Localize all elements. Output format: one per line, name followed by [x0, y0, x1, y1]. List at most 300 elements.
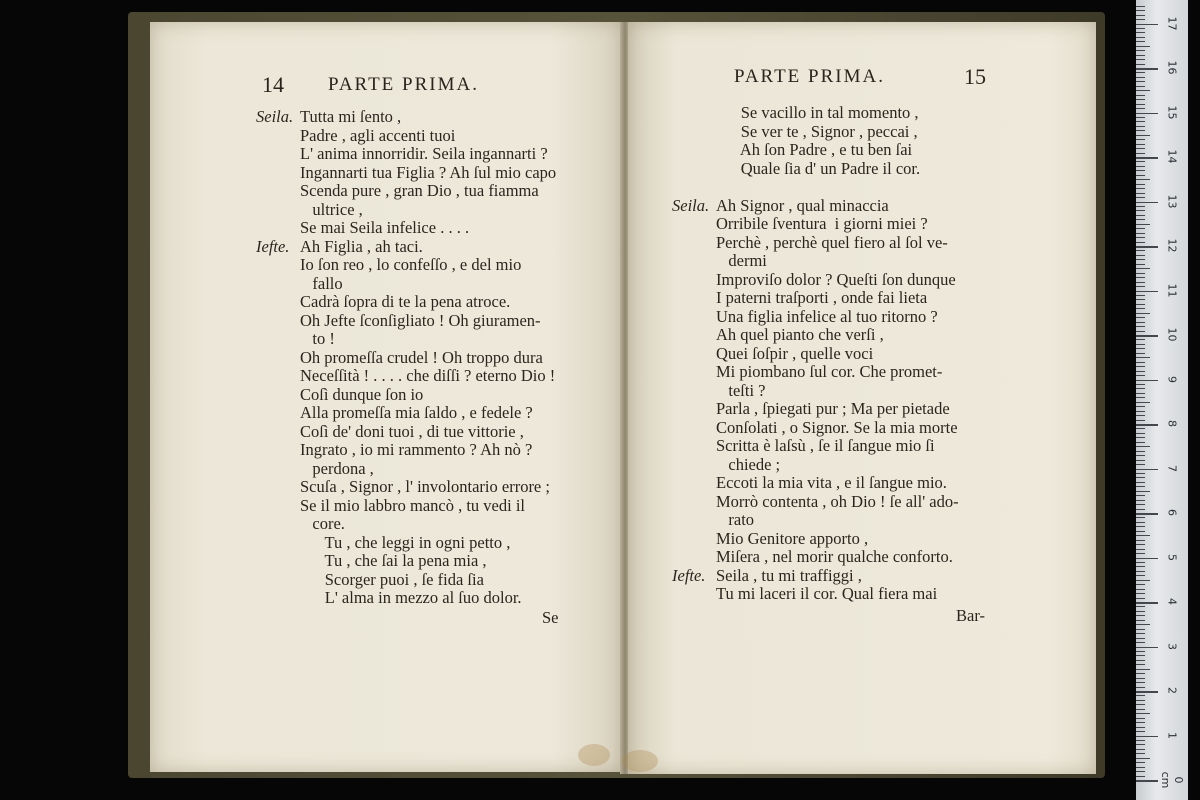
line-text: Se ver te , Signor , peccai ,	[716, 121, 918, 141]
line-text: Eccoti la mia vita , e il ſangue mio.	[716, 473, 947, 492]
ruler-tick	[1136, 633, 1145, 634]
ruler-tick	[1136, 580, 1150, 581]
text-line	[672, 437, 1032, 456]
ruler-label: 2	[1165, 687, 1179, 694]
text-line	[256, 571, 616, 590]
ruler-tick	[1136, 121, 1145, 122]
ruler-label: 1	[1165, 731, 1179, 739]
ruler-tick	[1136, 428, 1145, 429]
ruler-tick	[1136, 322, 1145, 323]
ruler-tick	[1136, 210, 1145, 211]
ruler-tick	[1136, 642, 1145, 643]
ruler-tick	[1136, 362, 1145, 363]
text-line	[672, 456, 1032, 475]
text-line	[672, 363, 1032, 382]
ruler-tick	[1136, 348, 1145, 349]
ruler-tick	[1136, 695, 1145, 696]
text-line	[256, 145, 616, 164]
ruler-tick	[1136, 344, 1145, 345]
right-page-text	[672, 104, 1032, 604]
right-running-head: PARTE PRIMA.	[734, 66, 885, 87]
ruler-tick	[1136, 767, 1145, 768]
ruler-label: 5	[1165, 553, 1179, 561]
ruler-tick	[1136, 758, 1150, 759]
ruler-tick	[1136, 259, 1145, 260]
ruler-tick	[1136, 397, 1145, 398]
left-catchword: Se	[542, 608, 559, 627]
ruler-tick	[1136, 669, 1150, 670]
ruler-tick	[1136, 64, 1145, 65]
text-line	[672, 474, 1032, 493]
line-text: Se il mio labbro mancò , tu vedi il	[300, 495, 526, 515]
ruler-tick	[1136, 108, 1145, 109]
text-line	[672, 585, 1032, 604]
ruler-tick	[1136, 647, 1158, 649]
ruler-tick	[1136, 704, 1145, 705]
text-line	[256, 478, 616, 497]
ruler-tick	[1136, 655, 1145, 656]
speaker-name: Iefte.	[256, 236, 290, 256]
left-running-head: PARTE PRIMA.	[328, 74, 479, 95]
ruler-tick	[1136, 299, 1145, 300]
ruler-tick	[1136, 486, 1145, 487]
ruler-label: 9	[1165, 375, 1179, 383]
ruler-tick	[1136, 691, 1158, 693]
ruler-label: 16	[1165, 60, 1179, 75]
text-line	[672, 289, 1032, 308]
ruler-tick	[1136, 277, 1145, 278]
speaker-name: Seila.	[672, 195, 710, 215]
ruler-tick	[1136, 437, 1145, 438]
ruler-tick	[1136, 651, 1145, 652]
text-line	[672, 400, 1032, 419]
line-text: Morrò contenta , oh Dio ! ſe all' ado-	[716, 491, 959, 511]
ruler-tick	[1136, 6, 1145, 7]
ruler-label: 7	[1165, 464, 1179, 472]
ruler-tick	[1136, 566, 1145, 567]
ruler-tick	[1136, 700, 1145, 701]
ruler-tick	[1136, 402, 1150, 403]
ruler-tick	[1136, 602, 1158, 604]
text-line	[672, 382, 1032, 401]
ruler-tick	[1136, 104, 1145, 105]
ruler-tick	[1136, 10, 1145, 11]
ruler-tick	[1136, 193, 1145, 194]
ruler-tick	[1136, 549, 1145, 550]
ruler-tick	[1136, 233, 1145, 234]
ruler-tick	[1136, 366, 1145, 367]
ruler-tick	[1136, 718, 1145, 719]
line-text: Quale ſia d' un Padre il cor.	[716, 158, 921, 178]
ruler-tick	[1136, 202, 1158, 204]
ruler-tick	[1136, 762, 1145, 763]
line-text: Padre , agli accenti tuoi	[300, 125, 456, 145]
line-text: Tu , che ſai la pena mia ,	[300, 551, 487, 570]
text-line	[256, 238, 616, 257]
line-text: Ah Figlia , ah taci.	[300, 236, 423, 256]
text-line	[672, 345, 1032, 364]
text-line	[672, 567, 1032, 586]
ruler-tick	[1136, 584, 1145, 585]
ruler-tick	[1136, 629, 1145, 630]
ruler-tick	[1136, 99, 1145, 100]
ruler-tick	[1136, 535, 1150, 536]
ruler-tick	[1136, 638, 1145, 639]
ruler-tick	[1136, 500, 1145, 501]
line-text: L' alma in mezzo al ſuo dolor.	[300, 588, 522, 607]
text-line	[256, 127, 616, 146]
ruler-tick	[1136, 713, 1150, 714]
text-line	[256, 404, 616, 423]
ruler-tick	[1136, 455, 1145, 456]
line-text: Miſera , nel morir qualche conforto.	[716, 547, 953, 566]
ruler-tick	[1136, 411, 1145, 412]
ruler-tick	[1136, 477, 1145, 478]
ruler-tick	[1136, 215, 1145, 216]
ruler-label: 10	[1165, 327, 1179, 342]
ruler-tick	[1136, 687, 1145, 688]
text-line	[256, 441, 616, 460]
ruler-tick	[1136, 384, 1145, 385]
ruler-tick	[1136, 268, 1150, 269]
line-text: Scenda pure , gran Dio , tua fiamma	[300, 181, 539, 200]
ruler-tick	[1136, 113, 1158, 115]
ruler-tick	[1136, 86, 1145, 87]
text-line	[256, 460, 616, 479]
line-text: Mio Genitore apporto ,	[716, 528, 869, 548]
ruler-tick	[1136, 313, 1150, 314]
text-line	[672, 141, 1032, 160]
text-line	[672, 234, 1032, 253]
ruler-tick	[1136, 544, 1145, 545]
line-text: Una figlia infelice al tuo ritorno ?	[716, 306, 938, 326]
line-text: Cadrà ſopra di te la pena atroce.	[300, 292, 511, 311]
ruler-tick	[1136, 219, 1145, 220]
line-text: Tu , che leggi in ogni petto ,	[300, 532, 511, 552]
ruler-tick	[1136, 175, 1145, 176]
ruler-tick	[1136, 509, 1145, 510]
ruler-tick	[1136, 41, 1145, 42]
line-text: Se mai Seila infelice . . . .	[300, 218, 470, 237]
ruler-tick	[1136, 620, 1145, 621]
text-line	[672, 178, 1032, 197]
ruler-tick	[1136, 451, 1145, 452]
text-line	[672, 271, 1032, 290]
ruler-tick	[1136, 593, 1145, 594]
text-line	[256, 515, 616, 534]
line-text: teſti ?	[716, 380, 766, 400]
ruler-tick	[1136, 46, 1150, 47]
line-text: dermi	[716, 251, 767, 270]
ruler-tick	[1136, 282, 1145, 283]
ruler-tick	[1136, 161, 1145, 162]
ruler-tick	[1136, 81, 1145, 82]
left-page-text	[256, 108, 616, 608]
ruler-tick	[1136, 678, 1145, 679]
ruler-tick	[1136, 255, 1145, 256]
ruler-tick	[1136, 420, 1145, 421]
text-line	[672, 160, 1032, 179]
paper-stain	[622, 750, 658, 772]
line-text: to !	[300, 329, 335, 348]
ruler-tick	[1136, 291, 1158, 293]
ruler-tick	[1136, 130, 1145, 131]
text-line	[672, 493, 1032, 512]
line-text: Conſolati , o Signor. Se la mia morte	[716, 417, 958, 437]
text-line	[256, 312, 616, 331]
ruler-tick	[1136, 406, 1145, 407]
line-text: Ah ſon Padre , e tu ben ſai	[716, 140, 913, 159]
line-text: Neceſſità ! . . . . che diſſi ? eterno Dio !	[300, 366, 556, 385]
ruler-tick	[1136, 388, 1145, 389]
ruler-tick	[1136, 664, 1145, 665]
line-text: core.	[300, 514, 345, 533]
line-text: Ah quel pianto che verſi ,	[716, 325, 884, 344]
line-text: Oh Jefte ſconſigliato ! Oh giuramen-	[300, 310, 541, 330]
ruler-tick	[1136, 736, 1158, 738]
text-line	[256, 367, 616, 386]
text-line	[256, 349, 616, 368]
ruler-tick	[1136, 77, 1145, 78]
ruler-tick	[1136, 482, 1145, 483]
ruler-tick	[1136, 460, 1145, 461]
ruler-tick	[1136, 139, 1145, 140]
ruler-tick	[1136, 553, 1145, 554]
text-line	[672, 197, 1032, 216]
ruler-tick	[1136, 95, 1145, 96]
text-line	[256, 275, 616, 294]
measuring-ruler	[1136, 0, 1188, 800]
ruler-label: 13	[1165, 194, 1179, 208]
paper-stain	[578, 744, 610, 766]
text-line	[256, 386, 616, 405]
ruler-tick	[1136, 153, 1145, 154]
ruler-tick	[1136, 469, 1158, 471]
ruler-tick	[1136, 308, 1145, 309]
ruler-tick	[1136, 442, 1145, 443]
text-line	[256, 256, 616, 275]
ruler-tick	[1136, 380, 1158, 382]
text-line	[256, 164, 616, 183]
ruler-tick	[1136, 68, 1158, 70]
line-text: Scuſa , Signor , l' involontario errore ;	[300, 477, 550, 496]
line-text: I paterni traſporti , onde fai lieta	[716, 288, 928, 307]
ruler-tick	[1136, 339, 1145, 340]
ruler-tick	[1136, 531, 1145, 532]
ruler-tick	[1136, 335, 1158, 337]
ruler-tick	[1136, 157, 1158, 159]
ruler-tick	[1136, 170, 1145, 171]
ruler-tick	[1136, 59, 1145, 60]
ruler-tick	[1136, 237, 1145, 238]
ruler-tick	[1136, 562, 1145, 563]
text-line	[672, 326, 1032, 345]
ruler-tick	[1136, 144, 1145, 145]
ruler-tick	[1136, 660, 1145, 661]
ruler-tick	[1136, 673, 1145, 674]
ruler-tick	[1136, 28, 1145, 29]
ruler-tick	[1136, 179, 1150, 180]
ruler-tick	[1136, 188, 1145, 189]
ruler-label: 15	[1165, 105, 1179, 119]
ruler-tick	[1136, 135, 1150, 136]
text-line	[256, 423, 616, 442]
ruler-tick	[1136, 415, 1145, 416]
ruler-tick	[1136, 517, 1145, 518]
line-text: Scritta è laſsù , ſe il ſangue mio ſi	[716, 436, 935, 455]
text-line	[256, 330, 616, 349]
ruler-tick	[1136, 357, 1150, 358]
line-text: Perchè , perchè quel fiero al ſol ve-	[716, 232, 948, 252]
ruler-label: 12	[1165, 238, 1179, 253]
ruler-tick	[1136, 50, 1145, 51]
ruler-tick	[1136, 589, 1145, 590]
ruler-tick	[1136, 371, 1145, 372]
ruler-label: 3	[1165, 642, 1179, 650]
ruler-tick	[1136, 780, 1158, 782]
ruler-tick	[1136, 32, 1145, 33]
ruler-tick	[1136, 709, 1145, 710]
line-text: Alla promeſſa mia ſaldo , e fedele ?	[300, 403, 533, 422]
text-line	[256, 182, 616, 201]
text-line	[256, 293, 616, 312]
ruler-tick	[1136, 771, 1145, 772]
ruler-tick	[1136, 753, 1145, 754]
ruler-tick	[1136, 740, 1145, 741]
ruler-label: 6	[1165, 509, 1179, 516]
ruler-tick	[1136, 72, 1145, 73]
ruler-tick	[1136, 495, 1145, 496]
text-line	[672, 419, 1032, 438]
text-line	[256, 219, 616, 238]
line-text: Tutta mi ſento ,	[300, 107, 402, 126]
line-text: ultrice ,	[300, 199, 363, 219]
ruler-tick	[1136, 331, 1145, 332]
ruler-tick	[1136, 117, 1145, 118]
line-text: Coſì dunque ſon io	[300, 384, 424, 404]
ruler-label: 8	[1165, 420, 1179, 427]
ruler-tick	[1136, 148, 1145, 149]
ruler-tick	[1136, 55, 1145, 56]
ruler-tick	[1136, 491, 1150, 492]
speaker-name: Iefte.	[672, 565, 706, 585]
ruler-tick	[1136, 273, 1145, 274]
ruler-tick	[1136, 464, 1145, 465]
ruler-tick	[1136, 749, 1145, 750]
ruler-tick	[1136, 19, 1145, 20]
text-line	[672, 215, 1032, 234]
ruler-tick	[1136, 206, 1145, 207]
line-text: Quei ſoſpir , quelle voci	[716, 343, 874, 363]
ruler-tick	[1136, 264, 1145, 265]
ruler-tick	[1136, 126, 1145, 127]
line-text: Coſì de' doni tuoi , di tue vittorie ,	[300, 421, 524, 441]
ruler-tick	[1136, 166, 1145, 167]
ruler-tick	[1136, 424, 1158, 426]
line-text: Se vacillo in tal momento ,	[716, 103, 919, 122]
ruler-tick	[1136, 558, 1158, 560]
text-line	[256, 108, 616, 127]
ruler-tick	[1136, 682, 1145, 683]
line-text: fallo	[300, 273, 343, 293]
left-page-number: 14	[262, 72, 284, 97]
text-line	[672, 511, 1032, 530]
ruler-tick	[1136, 375, 1145, 376]
ruler-tick	[1136, 184, 1145, 185]
ruler-tick	[1136, 611, 1145, 612]
text-line	[672, 308, 1032, 327]
text-line	[256, 497, 616, 516]
text-line	[672, 104, 1032, 123]
ruler-tick	[1136, 446, 1150, 447]
ruler-tick	[1136, 513, 1158, 515]
line-text: Ingrato , io mi rammento ? Ah nò ?	[300, 440, 533, 459]
ruler-tick	[1136, 393, 1145, 394]
line-text: L' anima innorridir. Seila ingannarti ?	[300, 144, 548, 163]
ruler-label: 4	[1165, 598, 1179, 605]
ruler-tick	[1136, 295, 1145, 296]
ruler-tick	[1136, 731, 1145, 732]
ruler-tick	[1136, 526, 1145, 527]
ruler-tick	[1136, 250, 1145, 251]
text-line	[672, 548, 1032, 567]
text-line	[256, 201, 616, 220]
ruler-tick	[1136, 224, 1150, 225]
ruler-tick	[1136, 197, 1145, 198]
line-text: rato	[716, 510, 755, 529]
ruler-tick	[1136, 24, 1158, 26]
text-line	[256, 552, 616, 571]
line-text: Io ſon reo , lo confeſſo , e del mio	[300, 255, 522, 274]
ruler-tick	[1136, 598, 1145, 599]
ruler-tick	[1136, 228, 1145, 229]
line-text: Mi piombano ſul cor. Che promet-	[716, 362, 943, 381]
ruler-tick	[1136, 722, 1145, 723]
ruler-label: 14	[1165, 149, 1179, 164]
ruler-tick	[1136, 744, 1145, 745]
text-line	[256, 534, 616, 553]
ruler-tick	[1136, 504, 1145, 505]
line-text: Seila , tu mi traffiggi ,	[716, 565, 862, 585]
text-line	[672, 252, 1032, 271]
line-text: chiede ;	[716, 454, 781, 474]
ruler-tick	[1136, 286, 1145, 287]
ruler-label: 0 cm	[1159, 771, 1185, 789]
ruler-tick	[1136, 522, 1145, 523]
ruler-tick	[1136, 571, 1145, 572]
ruler-tick	[1136, 242, 1145, 243]
ruler-tick	[1136, 776, 1145, 777]
ruler-tick	[1136, 37, 1145, 38]
ruler-label: 17	[1165, 16, 1179, 30]
line-text: Parla , ſpiegati pur ; Ma per pietade	[716, 399, 950, 418]
right-catchword: Bar-	[956, 606, 985, 625]
ruler-tick	[1136, 575, 1145, 576]
text-line	[672, 530, 1032, 549]
ruler-tick	[1136, 326, 1145, 327]
right-page-number: 15	[964, 64, 986, 89]
ruler-tick	[1136, 15, 1145, 16]
speaker-name: Seila.	[256, 107, 294, 126]
ruler-tick	[1136, 304, 1145, 305]
line-text: Orribile ſventura i giorni miei ?	[716, 214, 928, 233]
ruler-label: 11	[1165, 283, 1179, 297]
ruler-tick	[1136, 727, 1145, 728]
ruler-tick	[1136, 317, 1145, 318]
ruler-tick	[1136, 90, 1150, 91]
line-text: Scorger puoi , ſe fida ſia	[300, 569, 484, 589]
ruler-tick	[1136, 433, 1145, 434]
